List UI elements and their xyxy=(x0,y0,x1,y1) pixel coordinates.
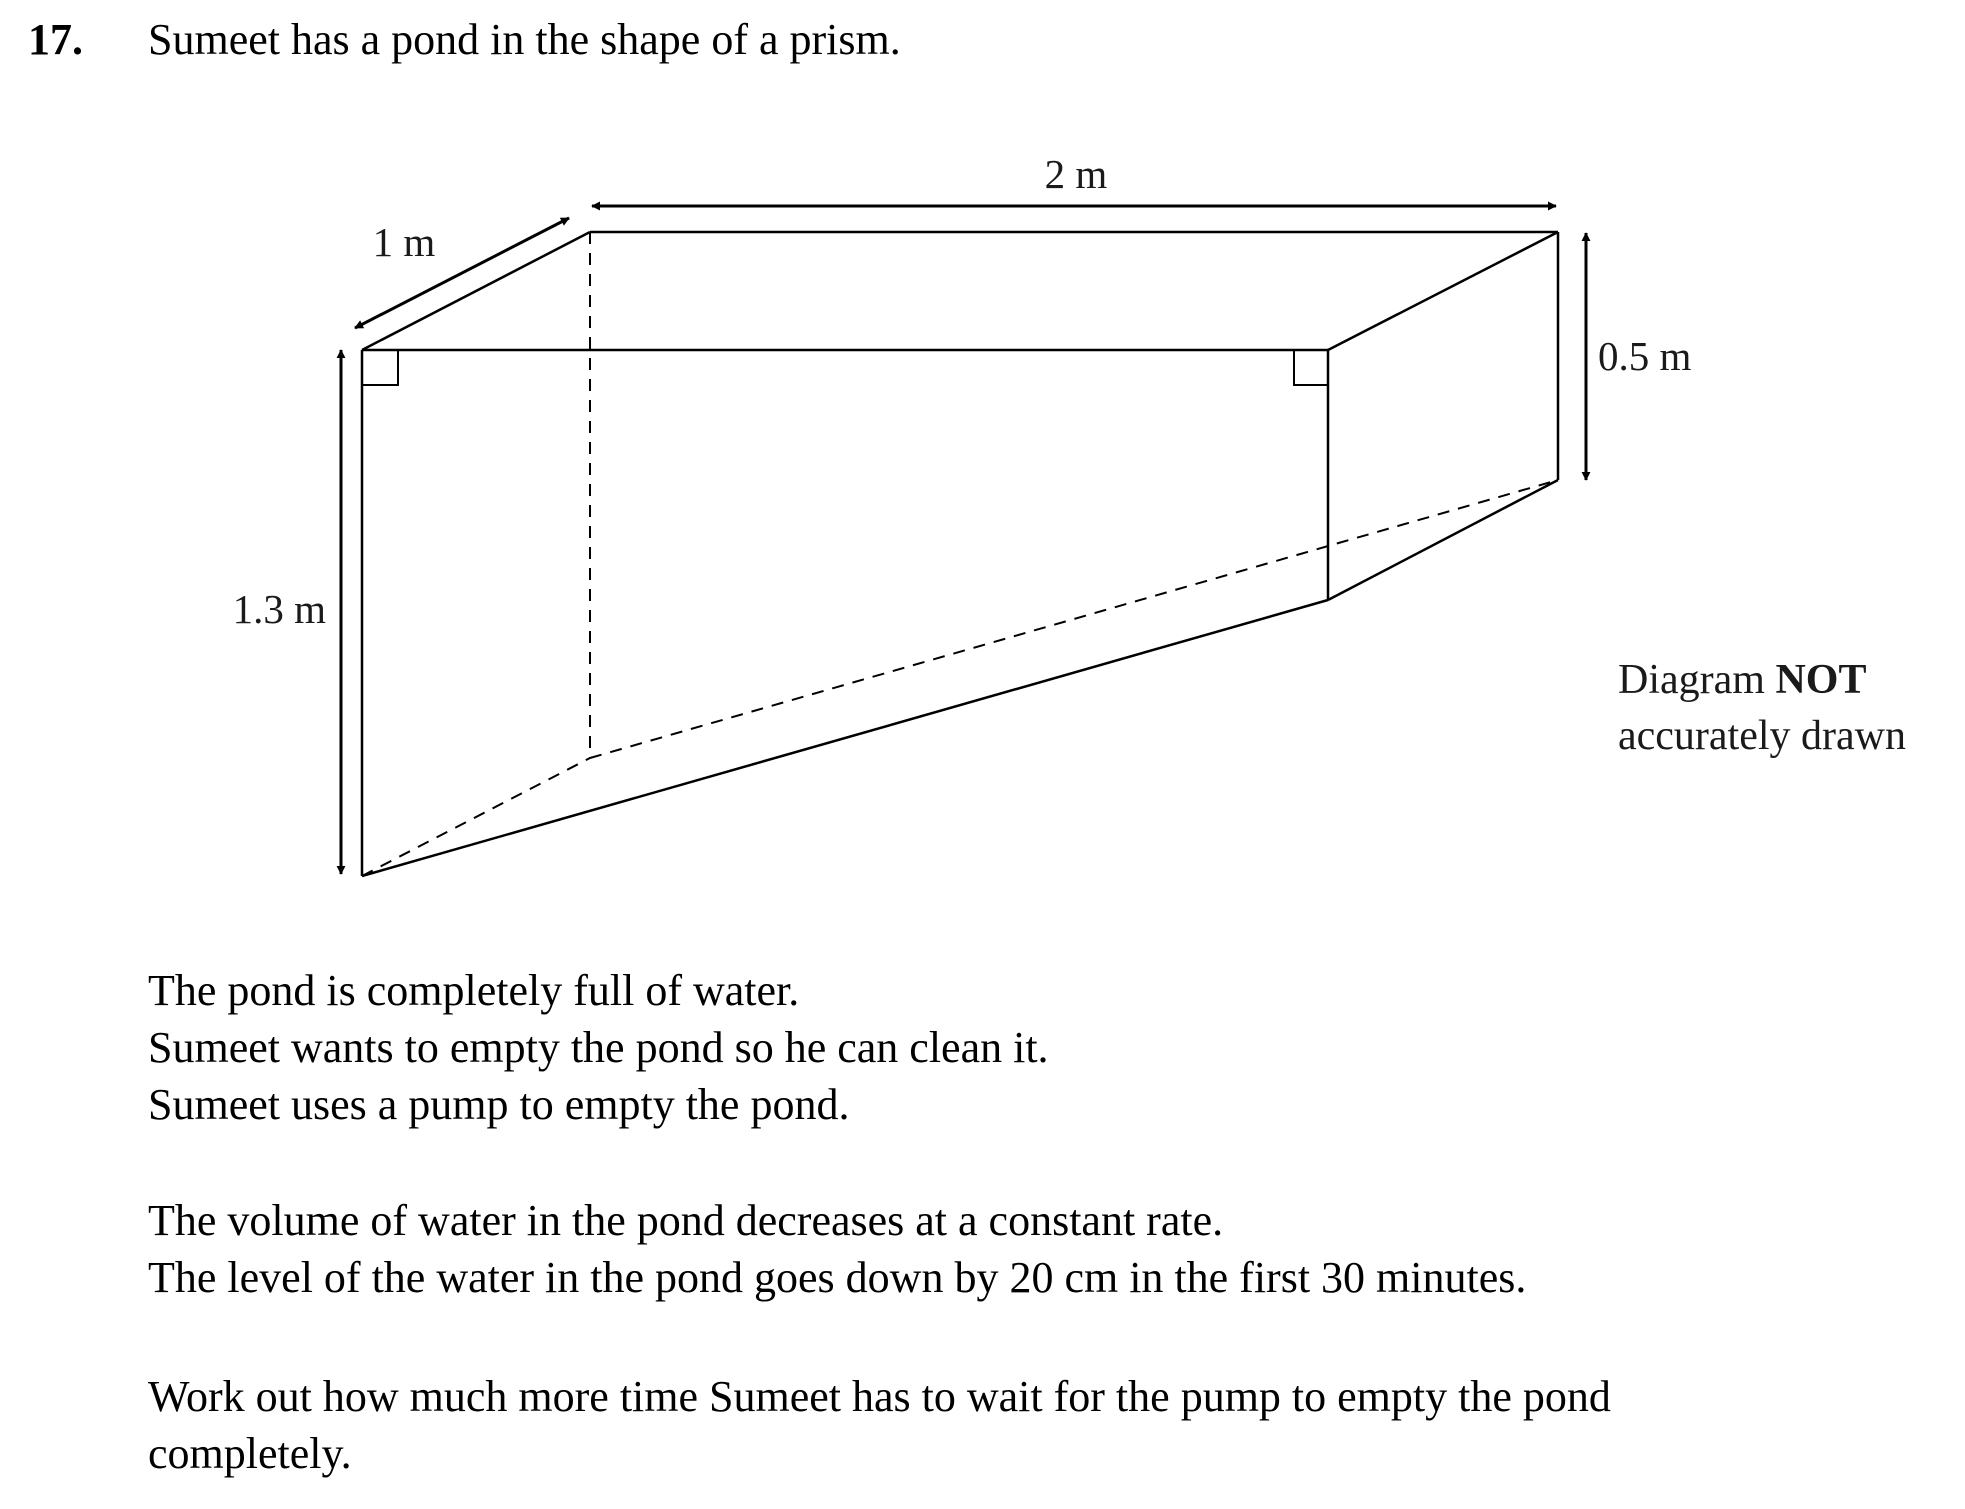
right-bottom-edge xyxy=(1328,480,1558,600)
right-top-edge xyxy=(1328,232,1558,350)
text-line: Sumeet wants to empty the pond so he can clean it. xyxy=(148,1023,1049,1072)
length-label: 2 m xyxy=(1044,151,1108,197)
paragraph-task xyxy=(148,1368,1611,1482)
deep-depth-label: 1.3 m xyxy=(232,586,326,632)
diagram-note-line-2: accurately drawn xyxy=(1618,713,1906,759)
right-angle-markers xyxy=(362,350,1328,385)
dimension-arrows xyxy=(341,206,1586,874)
text-line: The volume of water in the pond decreases at a constant rate. xyxy=(148,1196,1224,1245)
text-line: Sumeet uses a pump to empty the pond. xyxy=(148,1080,850,1129)
diagram-note-emphasis: NOT xyxy=(1775,657,1867,703)
front-bottom-edge xyxy=(362,600,1328,876)
right-angle-marker-right xyxy=(1294,350,1328,385)
shallow-depth-label: 0.5 m xyxy=(1598,333,1692,379)
text-line: The pond is completely full of water. xyxy=(148,966,800,1015)
hidden-edges xyxy=(362,232,1558,876)
text-line: The level of the water in the pond goes down by 20 cm in the first 30 minutes. xyxy=(148,1253,1527,1302)
right-angle-marker-left xyxy=(362,350,398,385)
diagram-note-prefix: Diagram xyxy=(1618,657,1776,703)
question-number: 17. xyxy=(28,15,83,64)
question-intro: Sumeet has a pond in the shape of a prism. xyxy=(148,15,901,64)
diagram-note xyxy=(1618,652,1906,764)
diagram-note-line-1 xyxy=(1618,652,1906,708)
text-line: Work out how much more time Sumeet has to wait for the pump to empty the pond xyxy=(148,1372,1611,1421)
hidden-left-bottom-edge xyxy=(362,758,590,876)
visible-edges xyxy=(362,232,1558,876)
text-line: completely. xyxy=(148,1429,352,1478)
paragraph-pump-rate xyxy=(148,1192,1526,1306)
paragraph-pond-context xyxy=(148,962,1049,1133)
hidden-back-bottom-edge xyxy=(590,480,1558,758)
width-label: 1 m xyxy=(372,219,436,265)
